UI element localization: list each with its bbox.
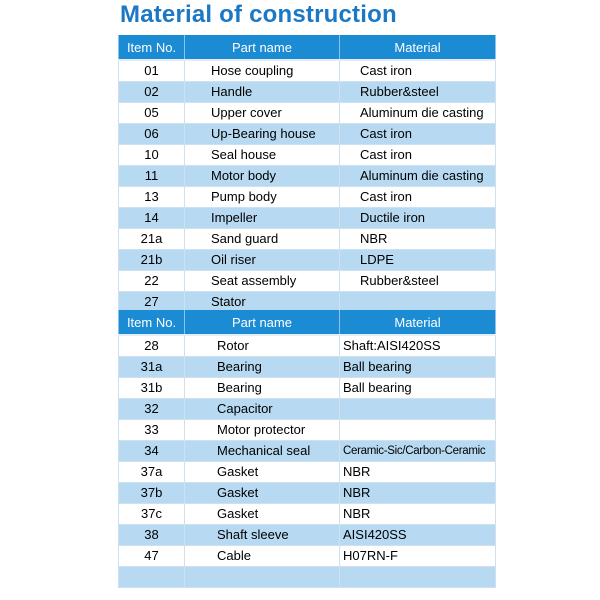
item-no-cell: 13 xyxy=(119,187,185,208)
item-no-cell: 06 xyxy=(119,124,185,145)
item-no-cell: 31b xyxy=(119,378,185,399)
part-name-cell: Stator xyxy=(185,292,340,313)
part-name-cell: Capacitor xyxy=(185,399,340,420)
item-no-cell: 31a xyxy=(119,357,185,378)
header-part-name: Part name xyxy=(185,35,340,60)
part-name-cell: Pump body xyxy=(185,187,340,208)
material-cell: NBR xyxy=(340,504,496,525)
part-name-cell: Gasket xyxy=(185,483,340,504)
table-row xyxy=(119,187,496,208)
item-no-cell: 32 xyxy=(119,399,185,420)
part-name-cell: Seal house xyxy=(185,145,340,166)
part-name-cell xyxy=(185,567,340,588)
part-name-cell: Shaft sleeve xyxy=(185,525,340,546)
part-name-cell: Gasket xyxy=(185,504,340,525)
table-row xyxy=(119,124,496,145)
part-name-cell: Up-Bearing house xyxy=(185,124,340,145)
table-row xyxy=(119,229,496,250)
item-no-cell: 22 xyxy=(119,271,185,292)
item-no-cell: 05 xyxy=(119,103,185,124)
material-cell xyxy=(340,567,496,588)
part-name-cell: Motor body xyxy=(185,166,340,187)
part-name-cell: Seat assembly xyxy=(185,271,340,292)
table-row xyxy=(119,483,496,504)
table-row xyxy=(119,103,496,124)
material-cell: Rubber&steel xyxy=(340,271,496,292)
materials-table-1 xyxy=(118,35,496,313)
item-no-cell: 02 xyxy=(119,82,185,103)
table-row xyxy=(119,441,496,462)
material-cell: NBR xyxy=(340,462,496,483)
item-no-cell: 10 xyxy=(119,145,185,166)
material-cell: NBR xyxy=(340,229,496,250)
material-cell: Cast iron xyxy=(340,187,496,208)
materials-table-2 xyxy=(118,310,496,588)
part-name-cell: Mechanical seal xyxy=(185,441,340,462)
item-no-cell: 11 xyxy=(119,166,185,187)
part-name-cell: Upper cover xyxy=(185,103,340,124)
table-row xyxy=(119,250,496,271)
item-no-cell: 37c xyxy=(119,504,185,525)
item-no-cell xyxy=(119,567,185,588)
part-name-cell: Gasket xyxy=(185,462,340,483)
part-name-cell: Bearing xyxy=(185,357,340,378)
table-row xyxy=(119,525,496,546)
material-cell: Cast iron xyxy=(340,145,496,166)
part-name-cell: Cable xyxy=(185,546,340,567)
item-no-cell: 47 xyxy=(119,546,185,567)
table-row xyxy=(119,166,496,187)
material-cell: Rubber&steel xyxy=(340,82,496,103)
item-no-cell: 27 xyxy=(119,292,185,313)
part-name-cell: Sand guard xyxy=(185,229,340,250)
material-cell: Ball bearing xyxy=(340,357,496,378)
part-name-cell: Hose coupling xyxy=(185,60,340,82)
material-cell xyxy=(340,420,496,441)
table-row xyxy=(119,208,496,229)
material-cell: Ductile iron xyxy=(340,208,496,229)
material-cell: LDPE xyxy=(340,250,496,271)
material-cell: Ball bearing xyxy=(340,378,496,399)
item-no-cell: 34 xyxy=(119,441,185,462)
table-row xyxy=(119,378,496,399)
header-material: Material xyxy=(340,310,496,335)
item-no-cell: 28 xyxy=(119,335,185,357)
table-header-row xyxy=(119,35,496,60)
table-row xyxy=(119,145,496,166)
material-cell: NBR xyxy=(340,483,496,504)
part-name-cell: Bearing xyxy=(185,378,340,399)
header-item-no: Item No. xyxy=(119,310,185,335)
table-row xyxy=(119,567,496,588)
table-row xyxy=(119,335,496,357)
page-title: Material of construction xyxy=(120,1,397,28)
item-no-cell: 33 xyxy=(119,420,185,441)
item-no-cell: 37b xyxy=(119,483,185,504)
material-cell: Aluminum die casting xyxy=(340,166,496,187)
header-part-name: Part name xyxy=(185,310,340,335)
table-row xyxy=(119,357,496,378)
header-item-no: Item No. xyxy=(119,35,185,60)
material-cell: Cast iron xyxy=(340,60,496,82)
item-no-cell: 38 xyxy=(119,525,185,546)
part-name-cell: Handle xyxy=(185,82,340,103)
part-name-cell: Oil riser xyxy=(185,250,340,271)
table-row xyxy=(119,546,496,567)
table-row xyxy=(119,462,496,483)
part-name-cell: Motor protector xyxy=(185,420,340,441)
part-name-cell: Rotor xyxy=(185,335,340,357)
material-cell: H07RN-F xyxy=(340,546,496,567)
table-row xyxy=(119,420,496,441)
item-no-cell: 14 xyxy=(119,208,185,229)
item-no-cell: 21b xyxy=(119,250,185,271)
part-name-cell: Impeller xyxy=(185,208,340,229)
material-cell: Aluminum die casting xyxy=(340,103,496,124)
material-cell xyxy=(340,399,496,420)
material-cell: Ceramic-Sic/Carbon-Ceramic xyxy=(340,441,496,462)
table-row xyxy=(119,504,496,525)
item-no-cell: 01 xyxy=(119,60,185,82)
item-no-cell: 37a xyxy=(119,462,185,483)
header-material: Material xyxy=(340,35,496,60)
table-row xyxy=(119,399,496,420)
material-cell: Shaft:AISI420SS xyxy=(340,335,496,357)
material-cell: Cast iron xyxy=(340,124,496,145)
material-cell: AISI420SS xyxy=(340,525,496,546)
table-row xyxy=(119,271,496,292)
table-row xyxy=(119,82,496,103)
item-no-cell: 21a xyxy=(119,229,185,250)
table-header-row xyxy=(119,310,496,335)
table-row xyxy=(119,60,496,82)
